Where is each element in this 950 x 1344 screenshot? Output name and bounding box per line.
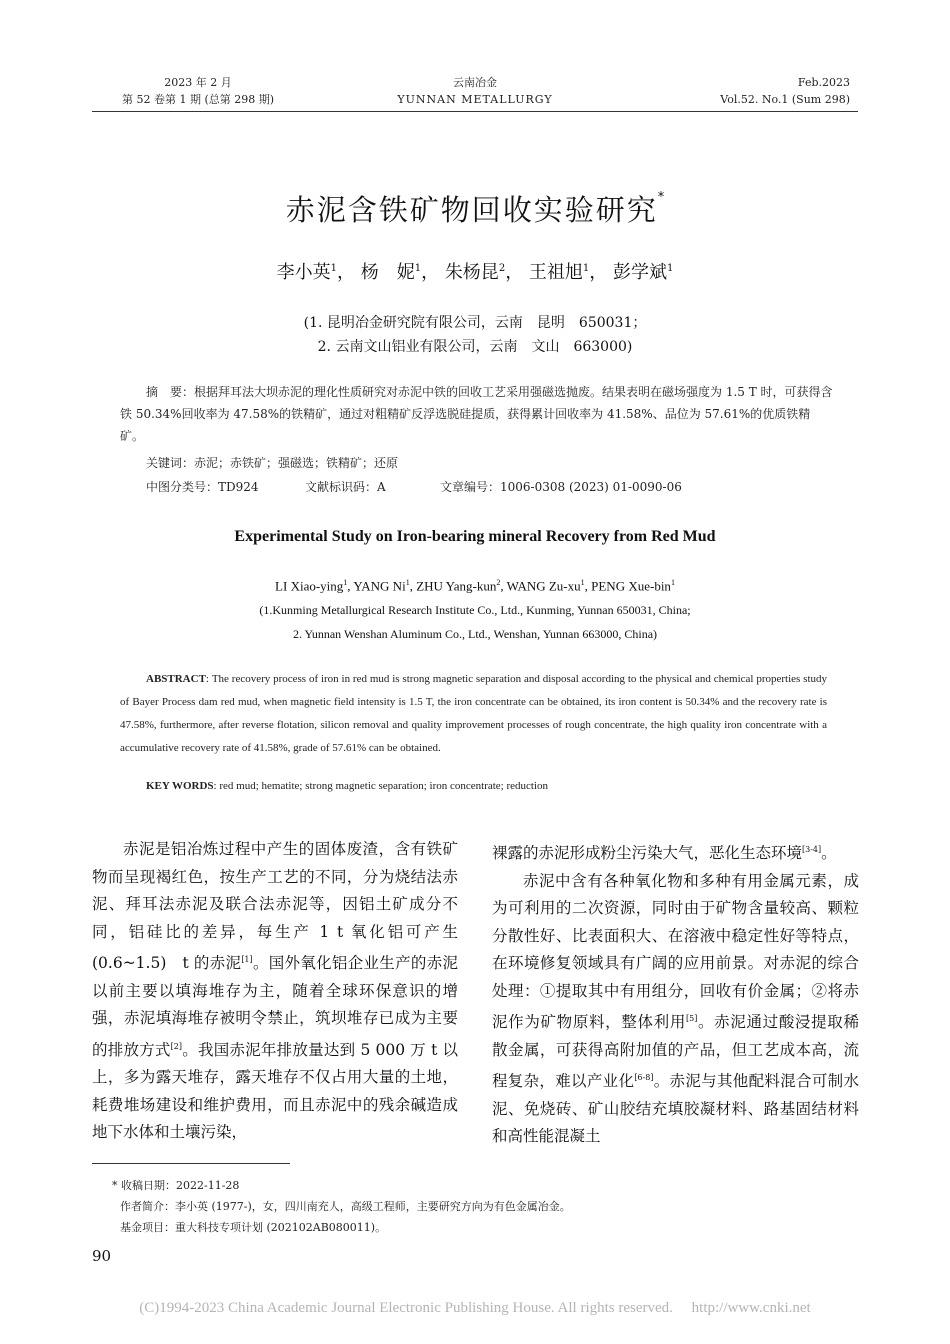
paper-title-en: Experimental Study on Iron-bearing mineral Recovery from Red Mud <box>234 528 716 545</box>
header-volume-cn: 第 52 卷第 1 期 (总第 298 期) <box>121 93 275 106</box>
author-aff-mark: 1 <box>414 263 422 274</box>
body-text: 。赤泥与其他配料混合可制水泥、免烧砖、矿山胶结充填胶凝材料、路基固结材料和高性能混凝土 <box>492 1072 859 1146</box>
body-text: 裸露的赤泥形成粉尘污染大气，恶化生态环境 <box>492 844 803 863</box>
keywords-cn-text: 赤泥；赤铁矿；强磁选；铁精矿；还原 <box>194 456 399 470</box>
abstract-cn-label: 摘 要： <box>146 385 195 399</box>
doc-code-label: 文献标识码： <box>305 480 378 494</box>
author-aff-mark: 1 <box>580 578 585 587</box>
citation-ref: [6-8] <box>634 1073 654 1083</box>
body-text: 赤泥是铝冶炼过程中产生的固体废渣，含有铁矿物而呈现褐红色，按生产工艺的不同，分为烧结法赤泥、拜耳法赤泥及联合法赤泥等，因铝土矿成分不同，铝硅比的差异，每生产 1 t 氧化铝可产生 (0.6~1.5) t 的赤泥 <box>92 840 474 973</box>
body-paragraph <box>492 836 859 868</box>
author-list-en: LI Xiao-ying$^1$, YANG Ni$^1$, ZHU Yang-kun$^2$, WANG $Zu-xu^1$, PENG Xue-bin$^1$ <box>275 578 675 594</box>
header-date-en: Feb.2023 <box>797 76 850 89</box>
paper-title <box>0 188 950 229</box>
clc-label: 中图分类号： <box>146 480 219 494</box>
author-aff-mark: 2 <box>496 578 501 587</box>
citation-ref: [5] <box>685 1014 698 1024</box>
header-journal-en: YUNNAN METALLURGY <box>397 93 553 106</box>
author-aff-mark: 1 <box>670 578 675 587</box>
keywords-en-label: KEY WORDS <box>146 780 214 792</box>
author-aff-mark: 1 <box>667 263 674 274</box>
author-cn: 朱杨昆 <box>444 262 499 283</box>
body-text: 。国外氧化铝企业生产的赤泥以前主要以填海堆存为主，随着全球环保意识的增强，赤泥填海堆存被明令禁止，筑坝堆存已成为主要的排放方式 <box>92 954 458 1059</box>
article-number <box>440 478 682 495</box>
body-column-right <box>492 836 859 1151</box>
body-text: 赤泥中含有各种氧化物和多种有用金属元素，成为可利用的二次资源，同时由于矿物含量较高、颗粒分散性好、比表面积大、在溶液中稳定性好等特点，在环境修复领域具有广阔的应用前景。对赤泥的综合处理：①提取其中有用组分，回收有价金属；②将赤泥作为矿物原料，整体利用 <box>492 871 859 1032</box>
author-cn: 杨 妮 <box>360 262 415 283</box>
keywords-en: KEY WORDS: red mud; hematite; strong magnetic separation; iron concentrate; reduction <box>146 780 549 792</box>
author-aff-mark: 1 <box>330 263 337 274</box>
abstract-en-label: ABSTRACT <box>146 673 206 685</box>
author-en: PENG Xue-bin <box>591 578 671 594</box>
header-journal-cn: 云南冶金 <box>453 76 497 89</box>
header-center <box>375 74 575 108</box>
author-en: ZHU Yang-kun <box>416 578 497 594</box>
body-text: 。 <box>821 844 837 863</box>
abstract-cn <box>120 381 834 447</box>
keywords-en-text: red mud; hematite; strong magnetic separation; iron concentrate; reduction <box>219 780 549 792</box>
body-text: 。我国赤泥年排放量达到 5 000 万 t 以上，多为露天堆存，露天堆存不仅占用大量的土地，耗费堆场建设和维护费用，而且赤泥中的残余碱造成地下水体和土壤污染， <box>92 1040 458 1142</box>
citation-ref: [1] <box>241 955 253 964</box>
body-column-left <box>92 836 474 1147</box>
citation-ref: [2] <box>170 1041 183 1051</box>
footnote-author: 作者简介：李小英 (1977-)，女，四川南充人，高级工程师，主要研究方向为有色金属冶金。 <box>120 1200 571 1213</box>
copyright-notice: (C)1994-2023 China Academic Journal Electronic Publishing House. All rights reserved. http://www.cnki.net <box>139 1300 811 1316</box>
author-en: YANG Ni <box>353 578 406 594</box>
author-aff-mark: 2 <box>498 263 506 274</box>
header-rule <box>92 111 858 112</box>
abstract-cn-text: 根据拜耳法大坝赤泥的理化性质研究对赤泥中铁的回收工艺采用强磁选抛废。结果表明在磁场强度为 1.5 T 时，可获得含铁 50.34%回收率为 47.58%的铁精矿，通过对粗精矿反浮选脱硅提质，获得累计回收率为 41.58%、品位为 57.61%的优质铁精矿。 <box>120 385 833 443</box>
abstract-en: ABSTRACT: The recovery process of iron in red mud is strong magnetic separation and disposal according to the physical and chemical properties study of Bayer Process dam red mud, when magnetic field intensity is 1.5 T, the iron concentrate can be obtained, its iron content is 50.34% and the recovery rate is 47.58%, furthermore, after reverse flotation, silicon removal and quality improvement processes of rough concentrate, the high quality iron concentrate with a accumulative recovery rate of 41.58%, grade of 57.61% can be obtained. <box>120 673 827 754</box>
keywords-cn-label: 关键词： <box>146 456 195 470</box>
document-code <box>305 478 386 495</box>
author-aff-mark: 1 <box>582 263 590 274</box>
author-cn: 彭学斌 <box>613 262 668 283</box>
footnote-received: * 收稿日期：2022-11-28 <box>112 1179 240 1192</box>
author-aff-mark: 1 <box>343 578 348 587</box>
author-aff-mark: 1 <box>405 578 410 587</box>
affiliation-cn-1: (1. 昆明冶金研究院有限公司，云南 昆明 650031； <box>303 315 647 331</box>
body-text: 。赤泥通过酸浸提取稀散金属，可获得高附加值的产品，但工艺成本高，流程复杂，难以产业化 <box>492 1013 859 1091</box>
footnote-rule <box>92 1163 290 1164</box>
clc-number <box>146 478 259 495</box>
keywords-cn <box>146 452 398 474</box>
clc-value: TD924 <box>218 480 259 494</box>
header-date-cn: 2023 年 2 月 <box>164 76 232 89</box>
header-volume-en: Vol.52. No.1 (Sum 298) <box>720 93 850 106</box>
article-number-label: 文章编号： <box>440 480 501 494</box>
affiliation-en-2: 2. Yunnan Wenshan Aluminum Co., Ltd., Wenshan, Yunnan 663000, China) <box>292 627 658 641</box>
abstract-en-text: The recovery process of iron in red mud is strong magnetic separation and disposal according to the physical and chemical properties study of Bayer Process dam red mud, when magnetic field intensity is 1.5 T, the iron concentrate can be obtained, its iron content is 50.34% and the recovery rate is 47.58%, furthermore, after reverse flotation, silicon removal and quality improvement processes of rough concentrate, the high quality iron concentrate with a accumulative recovery rate of 41.58%, grade of 57.61% can be obtained. <box>120 673 827 754</box>
header-right <box>700 74 850 108</box>
author-cn: 王祖旭 <box>528 262 583 283</box>
author-cn: 李小英 <box>276 262 331 283</box>
affiliation-en-1: (1.Kunming Metallurgical Research Institute Co., Ltd., Kunming, Yunnan 650031, China; <box>259 603 691 617</box>
footnote-fund: 基金项目：重大科技专项计划 (202102AB080011)。 <box>120 1221 387 1234</box>
title-footnote-mark: * <box>657 190 665 205</box>
author-en: WANG Zu-xu <box>506 578 581 594</box>
header-left <box>98 74 298 108</box>
paper-title-text: 赤泥含铁矿物回收实验研究 <box>285 193 658 227</box>
doc-code-value: A <box>377 480 386 494</box>
page-number: 90 <box>92 1247 112 1265</box>
author-en: LI Xiao-ying <box>275 578 344 594</box>
author-list-cn: 李小英$^1$， 杨 妮$^1$， 朱杨昆$^2$， 王祖旭$^1$， 彭学斌$^1$ <box>276 262 674 283</box>
citation-ref: [3-4] <box>802 845 822 854</box>
body-paragraph <box>92 836 474 1147</box>
body-paragraph <box>492 868 859 1151</box>
affiliation-cn-2: 2. 云南文山铝业有限公司，云南 文山 663000) <box>317 339 633 355</box>
article-number-value: 1006-0308 (2023) 01-0090-06 <box>500 480 682 494</box>
